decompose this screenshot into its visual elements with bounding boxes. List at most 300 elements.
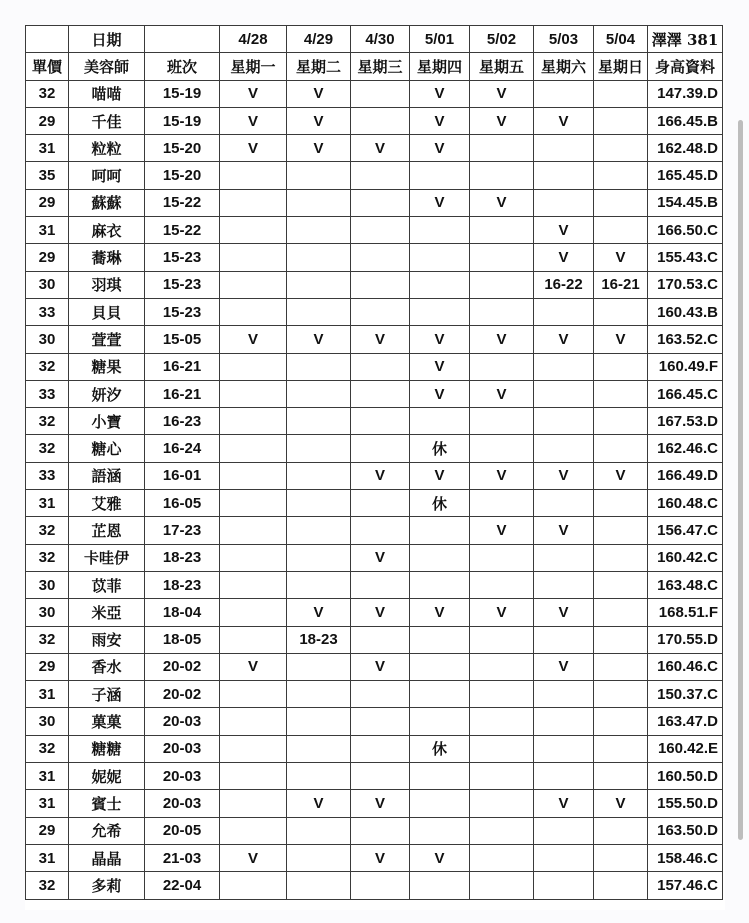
height-cell: 147.39.D <box>648 80 723 107</box>
table-row <box>26 708 723 735</box>
stylist-name: 雨安 <box>69 626 145 653</box>
day-mark: V <box>470 107 534 134</box>
day-mark: V <box>470 326 534 353</box>
day-mark <box>220 435 287 462</box>
height-cell: 154.45.B <box>648 189 723 216</box>
day-mark <box>351 517 410 544</box>
day-mark <box>410 298 470 325</box>
day-mark <box>470 298 534 325</box>
table-row <box>26 872 723 899</box>
day-mark: 休 <box>410 735 470 762</box>
table-row <box>26 380 723 407</box>
day-mark <box>470 435 534 462</box>
day-mark <box>220 244 287 271</box>
shift-cell: 16-23 <box>145 408 220 435</box>
day-date: 4/29 <box>287 26 351 53</box>
price-cell: 31 <box>26 135 69 162</box>
height-cell: 163.48.C <box>648 571 723 598</box>
height-cell: 166.45.C <box>648 380 723 407</box>
price-cell: 30 <box>26 599 69 626</box>
day-mark <box>594 80 648 107</box>
day-mark: V <box>410 380 470 407</box>
day-mark: V <box>410 107 470 134</box>
table-row <box>26 244 723 271</box>
table-row <box>26 571 723 598</box>
day-mark: V <box>220 107 287 134</box>
table-row <box>26 162 723 189</box>
stylist-name: 允希 <box>69 817 145 844</box>
table-row <box>26 790 723 817</box>
price-cell: 29 <box>26 817 69 844</box>
day-mark <box>351 189 410 216</box>
date-title: 日期 <box>69 26 145 53</box>
price-cell: 32 <box>26 517 69 544</box>
day-mark <box>534 189 594 216</box>
day-mark <box>287 217 351 244</box>
day-mark <box>594 681 648 708</box>
day-mark: V <box>410 189 470 216</box>
day-mark <box>410 408 470 435</box>
stylist-name: 千佳 <box>69 107 145 134</box>
stylist-name: 香水 <box>69 653 145 680</box>
day-mark: V <box>470 462 534 489</box>
day-mark <box>287 244 351 271</box>
shift-cell: 16-01 <box>145 462 220 489</box>
stylist-name: 妮妮 <box>69 763 145 790</box>
table-row <box>26 298 723 325</box>
day-mark: V <box>287 790 351 817</box>
day-mark: V <box>410 80 470 107</box>
day-mark <box>470 271 534 298</box>
height-cell: 155.50.D <box>648 790 723 817</box>
day-mark <box>594 298 648 325</box>
day-mark <box>470 817 534 844</box>
day-mark <box>594 872 648 899</box>
price-cell: 29 <box>26 189 69 216</box>
day-mark: V <box>470 80 534 107</box>
day-mark <box>220 872 287 899</box>
height-cell: 166.45.B <box>648 107 723 134</box>
day-weekday: 星期日 <box>594 53 648 80</box>
day-mark: V <box>534 107 594 134</box>
day-mark <box>351 490 410 517</box>
day-weekday: 星期三 <box>351 53 410 80</box>
day-mark: V <box>351 599 410 626</box>
price-cell: 31 <box>26 681 69 708</box>
day-mark <box>220 462 287 489</box>
day-mark <box>410 790 470 817</box>
height-cell: 165.45.D <box>648 162 723 189</box>
stylist-name: 語涵 <box>69 462 145 489</box>
day-mark <box>351 872 410 899</box>
stylist-name: 糖果 <box>69 353 145 380</box>
shift-cell: 16-24 <box>145 435 220 462</box>
day-mark <box>220 817 287 844</box>
day-mark <box>534 735 594 762</box>
stylist-name: 貝貝 <box>69 298 145 325</box>
stylist-name: 米亞 <box>69 599 145 626</box>
height-cell: 160.46.C <box>648 653 723 680</box>
shift-cell: 16-21 <box>145 353 220 380</box>
day-mark <box>287 817 351 844</box>
stylist-name: 艾雅 <box>69 490 145 517</box>
price-cell: 32 <box>26 735 69 762</box>
day-mark <box>534 353 594 380</box>
day-mark <box>534 80 594 107</box>
day-weekday: 星期一 <box>220 53 287 80</box>
price-cell: 31 <box>26 490 69 517</box>
day-mark: V <box>470 380 534 407</box>
day-mark <box>351 244 410 271</box>
day-mark: V <box>287 80 351 107</box>
day-mark <box>534 681 594 708</box>
table-row <box>26 217 723 244</box>
day-mark: V <box>534 653 594 680</box>
day-mark <box>287 435 351 462</box>
day-mark <box>534 571 594 598</box>
shift-cell: 18-05 <box>145 626 220 653</box>
day-mark <box>410 653 470 680</box>
day-mark <box>220 599 287 626</box>
shift-cell: 18-23 <box>145 571 220 598</box>
height-cell: 162.48.D <box>648 135 723 162</box>
day-mark <box>410 544 470 571</box>
height-cell: 156.47.C <box>648 517 723 544</box>
day-mark <box>470 790 534 817</box>
header-blank <box>26 26 69 53</box>
height-cell: 163.52.C <box>648 326 723 353</box>
stylist-name: 蕎琳 <box>69 244 145 271</box>
shift-cell: 20-03 <box>145 735 220 762</box>
day-mark <box>410 571 470 598</box>
shift-cell: 15-19 <box>145 107 220 134</box>
price-cell: 29 <box>26 244 69 271</box>
day-mark <box>470 135 534 162</box>
shift-cell: 21-03 <box>145 844 220 871</box>
day-mark: V <box>287 599 351 626</box>
shift-cell: 20-03 <box>145 790 220 817</box>
day-mark <box>351 763 410 790</box>
shift-cell: 20-03 <box>145 708 220 735</box>
day-mark <box>351 162 410 189</box>
height-cell: 170.55.D <box>648 626 723 653</box>
table-row <box>26 763 723 790</box>
day-mark <box>594 189 648 216</box>
day-mark <box>594 653 648 680</box>
stylist-name: 糖糖 <box>69 735 145 762</box>
height-cell: 150.37.C <box>648 681 723 708</box>
day-mark <box>594 708 648 735</box>
day-mark <box>351 817 410 844</box>
shift-cell: 18-23 <box>145 544 220 571</box>
day-mark: V <box>594 790 648 817</box>
table-row <box>26 681 723 708</box>
day-mark <box>470 763 534 790</box>
shift-cell: 15-05 <box>145 326 220 353</box>
height-cell: 163.50.D <box>648 817 723 844</box>
day-mark <box>594 735 648 762</box>
stylist-title: 美容師 <box>69 53 145 80</box>
shift-cell: 15-22 <box>145 217 220 244</box>
day-mark: V <box>220 80 287 107</box>
day-mark <box>410 626 470 653</box>
day-mark <box>220 790 287 817</box>
price-cell: 32 <box>26 353 69 380</box>
day-weekday: 星期五 <box>470 53 534 80</box>
stylist-name: 蘇蘇 <box>69 189 145 216</box>
day-mark: 16-22 <box>534 271 594 298</box>
day-mark <box>287 462 351 489</box>
price-cell: 32 <box>26 544 69 571</box>
day-mark: V <box>220 653 287 680</box>
price-cell: 32 <box>26 408 69 435</box>
stylist-name: 麻衣 <box>69 217 145 244</box>
day-mark <box>594 763 648 790</box>
day-mark: V <box>220 844 287 871</box>
day-mark <box>287 162 351 189</box>
day-mark <box>534 135 594 162</box>
stylist-name: 粒粒 <box>69 135 145 162</box>
day-mark: V <box>351 135 410 162</box>
price-cell: 30 <box>26 271 69 298</box>
day-mark <box>534 626 594 653</box>
day-mark <box>220 735 287 762</box>
price-cell: 33 <box>26 298 69 325</box>
table-row <box>26 326 723 353</box>
table-row <box>26 626 723 653</box>
day-mark <box>220 490 287 517</box>
price-cell: 33 <box>26 380 69 407</box>
day-mark <box>594 490 648 517</box>
stylist-name: 賓士 <box>69 790 145 817</box>
day-mark <box>594 107 648 134</box>
table-row <box>26 271 723 298</box>
day-mark <box>534 380 594 407</box>
height-cell: 166.49.D <box>648 462 723 489</box>
stylist-name: 芷恩 <box>69 517 145 544</box>
day-mark <box>534 872 594 899</box>
shift-cell: 20-05 <box>145 817 220 844</box>
shift-cell: 15-23 <box>145 271 220 298</box>
day-mark <box>594 380 648 407</box>
height-cell: 160.42.E <box>648 735 723 762</box>
table-row <box>26 817 723 844</box>
price-cell: 29 <box>26 653 69 680</box>
day-mark <box>594 626 648 653</box>
day-mark <box>470 844 534 871</box>
day-mark <box>410 872 470 899</box>
stylist-name: 羽琪 <box>69 271 145 298</box>
height-cell: 158.46.C <box>648 844 723 871</box>
day-mark <box>287 298 351 325</box>
height-cell: 170.53.C <box>648 271 723 298</box>
scrollbar[interactable] <box>738 120 743 840</box>
day-mark <box>410 817 470 844</box>
day-mark: V <box>410 599 470 626</box>
day-mark: V <box>594 462 648 489</box>
shift-title: 班次 <box>145 53 220 80</box>
height-cell: 160.50.D <box>648 763 723 790</box>
day-mark: V <box>220 135 287 162</box>
day-mark: V <box>534 462 594 489</box>
day-mark <box>594 162 648 189</box>
day-mark <box>470 571 534 598</box>
day-mark <box>220 353 287 380</box>
day-mark <box>351 571 410 598</box>
day-mark <box>287 490 351 517</box>
table-row <box>26 107 723 134</box>
day-mark <box>351 107 410 134</box>
day-mark: V <box>351 790 410 817</box>
day-mark <box>410 244 470 271</box>
height-cell: 160.43.B <box>648 298 723 325</box>
day-mark <box>287 544 351 571</box>
day-mark <box>594 571 648 598</box>
price-cell: 30 <box>26 571 69 598</box>
day-mark <box>220 571 287 598</box>
day-mark <box>351 380 410 407</box>
day-mark: V <box>594 326 648 353</box>
price-cell: 35 <box>26 162 69 189</box>
day-mark <box>470 681 534 708</box>
day-mark <box>470 708 534 735</box>
day-mark <box>351 435 410 462</box>
day-mark <box>594 817 648 844</box>
shift-cell: 16-21 <box>145 380 220 407</box>
day-mark <box>470 544 534 571</box>
table-row <box>26 462 723 489</box>
header-row-dates <box>26 26 723 53</box>
day-mark: V <box>351 653 410 680</box>
day-mark: V <box>534 599 594 626</box>
day-mark <box>470 872 534 899</box>
stylist-name: 小寶 <box>69 408 145 435</box>
table-row <box>26 544 723 571</box>
day-mark: 18-23 <box>287 626 351 653</box>
shift-cell: 15-20 <box>145 135 220 162</box>
table-row <box>26 653 723 680</box>
day-mark <box>470 626 534 653</box>
day-mark <box>594 844 648 871</box>
day-mark <box>220 298 287 325</box>
day-mark: V <box>470 189 534 216</box>
day-mark <box>287 517 351 544</box>
day-mark <box>594 217 648 244</box>
height-cell: 167.53.D <box>648 408 723 435</box>
price-cell: 29 <box>26 107 69 134</box>
day-date: 5/01 <box>410 26 470 53</box>
day-mark: V <box>220 326 287 353</box>
day-mark <box>594 544 648 571</box>
height-cell: 160.49.F <box>648 353 723 380</box>
day-date: 5/04 <box>594 26 648 53</box>
price-cell: 32 <box>26 80 69 107</box>
height-cell: 162.46.C <box>648 435 723 462</box>
day-mark <box>220 626 287 653</box>
day-weekday: 星期四 <box>410 53 470 80</box>
day-date: 5/02 <box>470 26 534 53</box>
day-mark <box>220 408 287 435</box>
day-mark <box>470 217 534 244</box>
day-mark <box>287 408 351 435</box>
day-mark: V <box>287 135 351 162</box>
day-mark <box>351 708 410 735</box>
stylist-name: 菓菓 <box>69 708 145 735</box>
schedule-sheet <box>25 25 725 910</box>
day-mark: V <box>594 244 648 271</box>
day-mark: V <box>287 326 351 353</box>
day-mark <box>594 599 648 626</box>
table-row <box>26 80 723 107</box>
day-mark <box>220 681 287 708</box>
day-mark: 休 <box>410 435 470 462</box>
day-mark <box>351 626 410 653</box>
day-mark <box>351 408 410 435</box>
height-cell: 155.43.C <box>648 244 723 271</box>
day-mark <box>410 708 470 735</box>
day-mark <box>287 872 351 899</box>
table-row <box>26 135 723 162</box>
table-row <box>26 599 723 626</box>
height-cell: 160.48.C <box>648 490 723 517</box>
day-mark <box>410 763 470 790</box>
day-mark <box>220 162 287 189</box>
day-mark <box>534 162 594 189</box>
day-mark <box>220 517 287 544</box>
height-title: 身高資料 <box>648 53 723 80</box>
table-row <box>26 517 723 544</box>
shift-cell: 16-05 <box>145 490 220 517</box>
day-mark <box>534 544 594 571</box>
day-mark: V <box>287 107 351 134</box>
day-date: 5/03 <box>534 26 594 53</box>
stylist-name: 多莉 <box>69 872 145 899</box>
day-mark <box>594 135 648 162</box>
price-cell: 31 <box>26 844 69 871</box>
day-mark: 休 <box>410 490 470 517</box>
price-cell: 30 <box>26 326 69 353</box>
day-mark <box>287 571 351 598</box>
day-mark <box>534 763 594 790</box>
day-mark <box>220 189 287 216</box>
price-cell: 32 <box>26 626 69 653</box>
day-mark <box>410 681 470 708</box>
corner-label: 澤澤 381 <box>648 26 723 53</box>
day-mark <box>470 408 534 435</box>
day-mark: V <box>534 790 594 817</box>
day-mark: V <box>410 326 470 353</box>
day-mark <box>351 681 410 708</box>
stylist-name: 子涵 <box>69 681 145 708</box>
day-mark <box>220 380 287 407</box>
stylist-name: 卡哇伊 <box>69 544 145 571</box>
day-mark <box>351 271 410 298</box>
day-mark <box>351 735 410 762</box>
stylist-name: 呵呵 <box>69 162 145 189</box>
day-mark <box>287 708 351 735</box>
shift-cell: 15-23 <box>145 298 220 325</box>
schedule-table <box>25 25 723 900</box>
day-mark <box>534 844 594 871</box>
price-cell: 32 <box>26 435 69 462</box>
day-mark: V <box>410 462 470 489</box>
day-mark <box>287 353 351 380</box>
price-cell: 31 <box>26 217 69 244</box>
day-mark <box>534 817 594 844</box>
shift-cell: 20-02 <box>145 653 220 680</box>
day-mark <box>220 708 287 735</box>
day-mark <box>594 435 648 462</box>
